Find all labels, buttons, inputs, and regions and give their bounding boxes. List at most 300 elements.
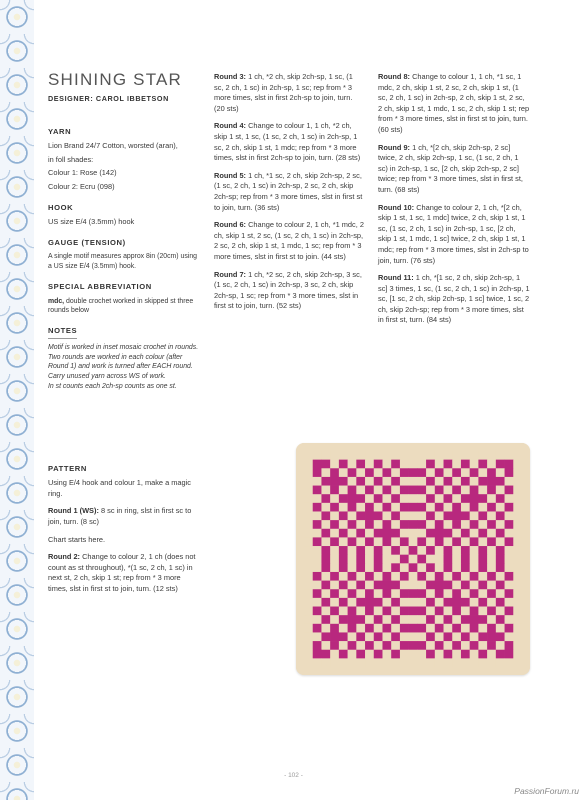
stitch-cell [470, 632, 479, 641]
stitch-cell [409, 658, 418, 667]
stitch-cell [496, 477, 505, 486]
stitch-cell [487, 477, 496, 486]
stitch-cell [444, 486, 453, 495]
stitch-cell [348, 581, 357, 590]
stitch-cell [470, 650, 479, 659]
stitch-cell [391, 598, 400, 607]
stitch-cell [313, 477, 322, 486]
stitch-cell [365, 572, 374, 581]
stitch-cell [435, 658, 444, 667]
stitch-cell [330, 632, 339, 641]
stitch-cell [339, 555, 348, 564]
stitch-cell [496, 555, 505, 564]
stitch-cell [417, 581, 426, 590]
stitch-cell [461, 511, 470, 520]
abbreviation-term: mdc, [48, 297, 65, 305]
stitch-cell [426, 632, 435, 641]
stitch-cell [400, 468, 409, 477]
round-4 [214, 121, 364, 163]
stitch-cell [339, 641, 348, 650]
stitch-cell [409, 563, 418, 572]
stitch-cell [470, 598, 479, 607]
stitch-cell [461, 598, 470, 607]
stitch-cell [374, 494, 383, 503]
stitch-cell [426, 641, 435, 650]
stitch-cell [391, 468, 400, 477]
stitch-cell [374, 615, 383, 624]
stitch-cell [382, 477, 391, 486]
special-abbreviation-text [48, 297, 200, 317]
gauge-heading: GAUGE (TENSION) [48, 237, 126, 247]
stitch-cell [348, 486, 357, 495]
stitch-cell [304, 511, 313, 520]
stitch-cell [426, 503, 435, 512]
yarn-line: in foll shades: [48, 154, 94, 164]
stitch-cell [478, 589, 487, 598]
stitch-cell [470, 451, 479, 460]
stitch-cell [513, 607, 522, 616]
round-2-text: Change to colour 2, 1 ch (does not count as st throughout), *(1 sc, 2 ch, 1 sc) in next st, 2 ch, skip 1 st; rep from * 3 more times, slst in first st to join, turn. (12 sts) [48, 552, 196, 594]
stitch-cell [313, 494, 322, 503]
stitch-cell [321, 632, 330, 641]
stitch-cell [382, 589, 391, 598]
stitch-cell [496, 503, 505, 512]
stitch-cell [409, 572, 418, 581]
stitch-cell [365, 658, 374, 667]
stitch-cell [452, 563, 461, 572]
stitch-cell [452, 641, 461, 650]
stitch-cell [409, 494, 418, 503]
stitch-cell [487, 451, 496, 460]
chart-note: Chart starts here. [48, 534, 106, 544]
stitch-cell [339, 598, 348, 607]
stitch-cell [513, 555, 522, 564]
stitch-cell [470, 537, 479, 546]
stitch-cell [478, 658, 487, 667]
stitch-cell [496, 641, 505, 650]
notes-heading: NOTES [48, 326, 77, 339]
stitch-cell [339, 563, 348, 572]
stitch-cell [435, 494, 444, 503]
stitch-cell [435, 632, 444, 641]
stitch-cell [348, 511, 357, 520]
stitch-cell [505, 658, 514, 667]
stitch-cell [478, 503, 487, 512]
stitch-cell [382, 650, 391, 659]
stitch-cell [505, 503, 514, 512]
stitch-cell [400, 624, 409, 633]
stitch-cell [435, 486, 444, 495]
stitch-cell [452, 486, 461, 495]
stitch-cell [444, 546, 453, 555]
stitch-cell [330, 511, 339, 520]
stitch-cell [444, 572, 453, 581]
stitch-cell [409, 460, 418, 469]
crochet-motif-pattern [296, 443, 530, 675]
stitch-cell [409, 477, 418, 486]
stitch-cell [417, 555, 426, 564]
stitch-cell [321, 503, 330, 512]
stitch-cell [339, 511, 348, 520]
stitch-cell [365, 555, 374, 564]
column-left [48, 70, 200, 602]
stitch-cell [374, 589, 383, 598]
stitch-cell [461, 537, 470, 546]
stitch-cell [505, 650, 514, 659]
stitch-cell [365, 563, 374, 572]
stitch-cell [374, 511, 383, 520]
round-10 [378, 203, 530, 267]
stitch-cell [356, 477, 365, 486]
stitch-cell [487, 555, 496, 564]
stitch-cell [435, 477, 444, 486]
stitch-cell [478, 537, 487, 546]
round-1-label: Round 1 (WS): [48, 506, 99, 516]
stitch-cell [444, 615, 453, 624]
stitch-cell [513, 529, 522, 538]
stitch-cell [374, 607, 383, 616]
stitch-cell [356, 468, 365, 477]
round-label: Round 7: [214, 269, 247, 279]
stitch-cell [356, 494, 365, 503]
stitch-cell [356, 451, 365, 460]
stitch-cell [478, 529, 487, 538]
stitch-cell [452, 615, 461, 624]
stitch-cell [444, 632, 453, 641]
round-2 [48, 552, 200, 594]
stitch-cell [487, 624, 496, 633]
stitch-cell [478, 520, 487, 529]
stitch-cell [304, 624, 313, 633]
stitch-cell [330, 658, 339, 667]
stitch-cell [374, 537, 383, 546]
stitch-cell [505, 451, 514, 460]
stitch-cell [513, 624, 522, 633]
stitch-cell [304, 494, 313, 503]
stitch-cell [505, 529, 514, 538]
pattern-heading: PATTERN [48, 463, 87, 473]
stitch-cell [374, 451, 383, 460]
stitch-cell [513, 520, 522, 529]
stitch-cell [435, 581, 444, 590]
stitch-cell [374, 581, 383, 590]
stitch-cell [339, 632, 348, 641]
stitch-cell [330, 477, 339, 486]
stitch-cell [478, 451, 487, 460]
stitch-cell [348, 451, 357, 460]
stitch-cell [417, 477, 426, 486]
stitch-cell [391, 451, 400, 460]
stitch-cell [496, 563, 505, 572]
stitch-cell [426, 598, 435, 607]
stitch-cell [321, 555, 330, 564]
round-label: Round 5: [214, 170, 247, 180]
stitch-cell [470, 581, 479, 590]
stitch-cell [444, 555, 453, 564]
stitch-cell [356, 555, 365, 564]
stitch-cell [426, 555, 435, 564]
stitch-cell [304, 607, 313, 616]
stitch-cell [382, 615, 391, 624]
stitch-cell [400, 503, 409, 512]
stitch-cell [304, 650, 313, 659]
stitch-cell [496, 632, 505, 641]
stitch-cell [444, 589, 453, 598]
stitch-cell [391, 529, 400, 538]
stitch-cell [452, 632, 461, 641]
stitch-cell [330, 451, 339, 460]
stitch-cell [374, 572, 383, 581]
stitch-cell [330, 486, 339, 495]
stitch-cell [348, 546, 357, 555]
stitch-cell [496, 468, 505, 477]
stitch-cell [321, 650, 330, 659]
stitch-cell [374, 624, 383, 633]
stitch-cell [452, 477, 461, 486]
stitch-cell [426, 563, 435, 572]
gauge-text: A single motif measures approx 8in (20cm) using a US size E/4 (3.5mm) hook. [48, 253, 197, 271]
stitch-cell [461, 607, 470, 616]
stitch-cell [478, 563, 487, 572]
stitch-cell [417, 468, 426, 477]
stitch-cell [435, 589, 444, 598]
stitch-cell [313, 632, 322, 641]
stitch-cell [417, 486, 426, 495]
stitch-cell [391, 520, 400, 529]
stitch-cell [470, 641, 479, 650]
stitch-cell [365, 641, 374, 650]
stitch-cell [426, 615, 435, 624]
stitch-cell [400, 520, 409, 529]
stitch-cell [348, 658, 357, 667]
stitch-cell [391, 537, 400, 546]
stitch-cell [391, 615, 400, 624]
stitch-cell [313, 641, 322, 650]
stitch-cell [339, 650, 348, 659]
stitch-cell [356, 503, 365, 512]
stitch-cell [505, 477, 514, 486]
stitch-cell [513, 589, 522, 598]
stitch-cell [470, 520, 479, 529]
yarn-line: Lion Brand 24/7 Cotton, worsted (aran), [48, 141, 178, 151]
stitch-cell [330, 529, 339, 538]
stitch-cell [330, 555, 339, 564]
stitch-cell [461, 494, 470, 503]
stitch-cell [435, 563, 444, 572]
round-text: 1 ch, *2 sc, 2 ch, skip 2ch-sp, 3 sc, (1 sc, 2 ch, 1 sc) in 2ch-sp, 3 sc, 2 ch, skip 2ch-sp, 1 sc; rep from * 3 more times, slst in first st to join, turn. (52 sts) [214, 269, 362, 311]
stitch-cell [496, 486, 505, 495]
stitch-cell [505, 494, 514, 503]
stitch-cell [330, 641, 339, 650]
stitch-cell [461, 650, 470, 659]
stitch-cell [374, 503, 383, 512]
stitch-cell [365, 632, 374, 641]
stitch-cell [487, 632, 496, 641]
stitch-cell [313, 468, 322, 477]
stitch-cell [435, 615, 444, 624]
stitch-cell [321, 624, 330, 633]
stitch-cell [321, 546, 330, 555]
stitch-cell [400, 546, 409, 555]
stitch-cell [313, 598, 322, 607]
stitch-cell [461, 520, 470, 529]
abbreviation-definition: double crochet worked in skipped st three rounds below [48, 297, 194, 315]
stitch-cell [409, 615, 418, 624]
stitch-cell [461, 641, 470, 650]
stitch-cell [417, 658, 426, 667]
stitch-cell [461, 546, 470, 555]
stitch-cell [496, 658, 505, 667]
stitch-cell [304, 520, 313, 529]
stitch-cell [452, 581, 461, 590]
stitch-cell [435, 641, 444, 650]
stitch-cell [348, 607, 357, 616]
stitch-cell [382, 511, 391, 520]
stitch-cell [470, 615, 479, 624]
stitch-cell [461, 615, 470, 624]
stitch-cell [435, 624, 444, 633]
stitch-cell [513, 615, 522, 624]
stitch-cell [513, 572, 522, 581]
stitch-cell [426, 650, 435, 659]
stitch-cell [478, 615, 487, 624]
stitch-cell [452, 468, 461, 477]
stitch-cell [496, 529, 505, 538]
stitch-cell [513, 486, 522, 495]
stitch-cell [478, 632, 487, 641]
stitch-cell [470, 494, 479, 503]
stitch-cell [513, 477, 522, 486]
stitch-cell [400, 641, 409, 650]
stitch-cell [409, 632, 418, 641]
stitch-cell [400, 563, 409, 572]
stitch-cell [321, 658, 330, 667]
stitch-cell [478, 477, 487, 486]
stitch-cell [452, 494, 461, 503]
stitch-cell [461, 589, 470, 598]
stitch-cell [487, 486, 496, 495]
stitch-cell [374, 650, 383, 659]
stitch-cell [339, 529, 348, 538]
stitch-cell [496, 607, 505, 616]
stitch-cell [382, 607, 391, 616]
stitch-cell [356, 650, 365, 659]
stitch-cell [356, 460, 365, 469]
stitch-cell [330, 615, 339, 624]
stitch-cell [435, 537, 444, 546]
stitch-cell [452, 650, 461, 659]
stitch-cell [304, 537, 313, 546]
note-line: Carry unused yarn across WS of work. [48, 373, 166, 381]
stitch-cell [356, 546, 365, 555]
stitch-cell [470, 468, 479, 477]
page-number: - 102 - [284, 772, 303, 779]
stitch-cell [339, 658, 348, 667]
stitch-cell [505, 607, 514, 616]
stitch-cell [339, 460, 348, 469]
stitch-cell [513, 546, 522, 555]
stitch-cell [330, 650, 339, 659]
stitch-cell [417, 520, 426, 529]
stitch-cell [461, 581, 470, 590]
stitch-cell [417, 615, 426, 624]
stitch-cell [365, 581, 374, 590]
stitch-cell [374, 477, 383, 486]
stitch-cell [374, 468, 383, 477]
stitch-cell [487, 598, 496, 607]
stitch-cell [478, 511, 487, 520]
stitch-cell [444, 641, 453, 650]
stitch-cell [330, 607, 339, 616]
stitch-cell [444, 650, 453, 659]
stitch-cell [452, 546, 461, 555]
stitch-cell [461, 555, 470, 564]
stitch-cell [478, 624, 487, 633]
stitch-cell [444, 511, 453, 520]
stitch-cell [409, 641, 418, 650]
stitch-cell [426, 607, 435, 616]
stitch-cell [470, 503, 479, 512]
stitch-cell [330, 537, 339, 546]
stitch-cell [365, 546, 374, 555]
stitch-cell [426, 494, 435, 503]
stitch-cell [496, 511, 505, 520]
stitch-cell [452, 658, 461, 667]
stitch-cell [461, 624, 470, 633]
stitch-cell [321, 520, 330, 529]
stitch-cell [356, 641, 365, 650]
stitch-cell [321, 615, 330, 624]
stitch-cell [496, 650, 505, 659]
stitch-cell [435, 451, 444, 460]
stitch-cell [365, 615, 374, 624]
stitch-cell [478, 546, 487, 555]
stitch-cell [382, 460, 391, 469]
stitch-cell [513, 537, 522, 546]
stitch-cell [382, 537, 391, 546]
stitch-cell [382, 503, 391, 512]
stitch-cell [365, 486, 374, 495]
stitch-cell [505, 537, 514, 546]
stitch-cell [365, 477, 374, 486]
stitch-cell [356, 632, 365, 641]
stitch-cell [356, 658, 365, 667]
stitch-cell [339, 615, 348, 624]
round-label: Round 9: [378, 142, 411, 152]
stitch-cell [391, 572, 400, 581]
stitch-cell [365, 511, 374, 520]
stitch-cell [391, 511, 400, 520]
stitch-cell [365, 529, 374, 538]
stitch-cell [496, 546, 505, 555]
stitch-cell [382, 624, 391, 633]
stitch-cell [487, 520, 496, 529]
stitch-cell [461, 451, 470, 460]
stitch-cell [426, 451, 435, 460]
stitch-cell [426, 658, 435, 667]
stitch-cell [487, 494, 496, 503]
stitch-cell [513, 632, 522, 641]
stitch-cell [487, 537, 496, 546]
stitch-cell [417, 563, 426, 572]
round-label: Round 4: [214, 121, 247, 131]
page-title: SHINING STAR [48, 70, 183, 89]
stitch-cell [505, 520, 514, 529]
round-label: Round 10: [378, 202, 415, 212]
stitch-cell [417, 503, 426, 512]
stitch-cell [400, 607, 409, 616]
stitch-cell [426, 537, 435, 546]
